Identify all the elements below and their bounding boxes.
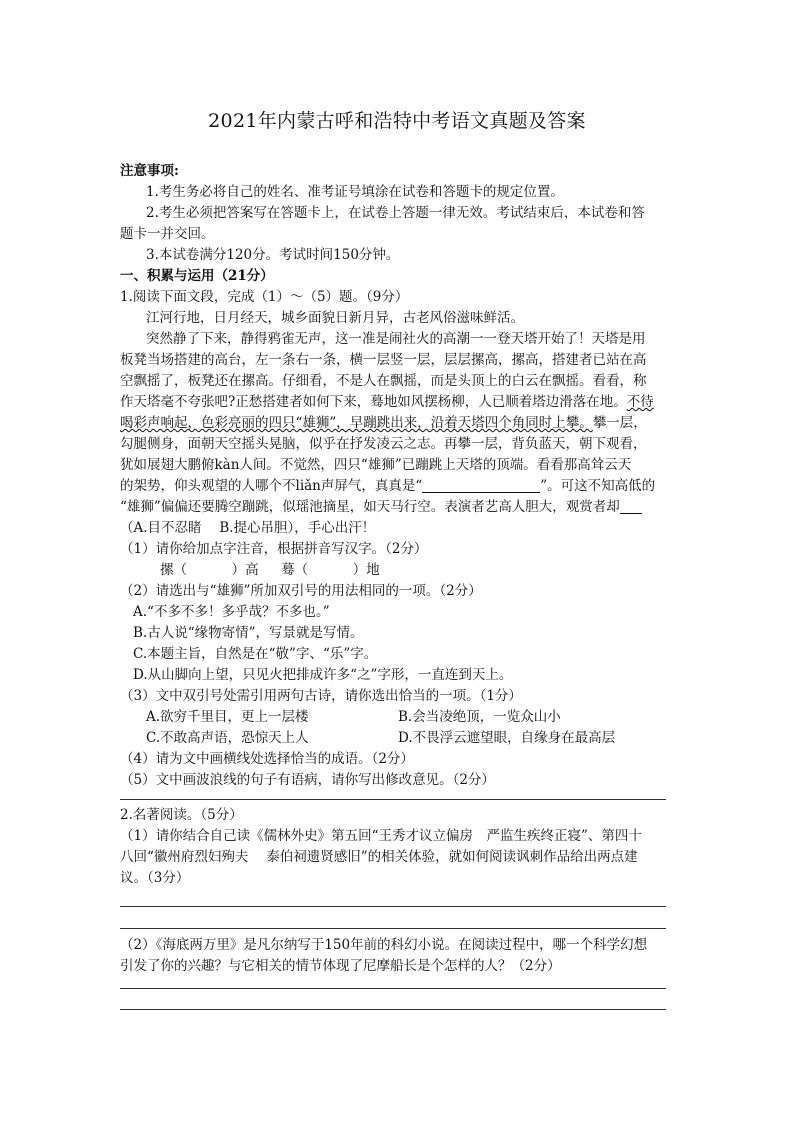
sub-question: （1）请你结合自己读《儒林外史》第五回“王秀才议立偏房 严监生疾终正寝”、第四十	[120, 828, 642, 844]
option-b: B.古人说“缘物寄情”，写景就是写情。	[133, 625, 364, 641]
answer-line[interactable]	[120, 906, 666, 907]
passage-line: 江河行地，日月经天，城乡面貌日新月异，古老风俗滋味鲜活。	[146, 310, 524, 326]
answer-line[interactable]	[120, 799, 666, 800]
sub-question: （5）文中画波浪线的句子有语病，请你写出修改意见。（2分）	[120, 772, 495, 788]
passage-text: 作天塔毫不夸张吧?正愁搭建者如何下来，蓦地如风摆杨柳，人已顺着塔边滑落在地。	[120, 394, 627, 410]
notice-heading: 注意事项:	[120, 163, 179, 179]
pinyin-fill-row	[160, 560, 380, 580]
option-c: C.本题主旨，自然是在“敬”字、“乐”字。	[133, 646, 378, 662]
fill-item: ）高	[231, 562, 259, 578]
notice-item: 2.考生必须把答案写在答题卡上，在试卷上答题一律无效。考试结束后，本试卷和答	[146, 205, 645, 221]
sub-question: （2）请选出与“雄狮”所加双引号的用法相同的一项。（2分）	[120, 583, 482, 599]
answer-blank[interactable]	[422, 478, 540, 493]
sub-question: 八回“徽州府烈妇殉夫 泰伯祠遗贤感旧”的相关体验，就如何阅读讽刺作品给出两点建	[120, 849, 638, 865]
option-d: D.从山脚向上望，只见火把排成许多“之”字形，一直连到天上。	[133, 667, 513, 683]
question-stem: 1.阅读下面文段，完成（1）～（5）题。（9分）	[120, 289, 409, 305]
sub-question: （3）文中双引号处需引用两句古诗，请你选出恰当的一项。（1分）	[120, 688, 522, 704]
option-b: B.会当凌绝顶，一览众山小	[398, 709, 561, 725]
notice-item: 题卡一并交回。	[120, 226, 215, 242]
fill-item: ）地	[352, 562, 380, 578]
passage-line: 勾腿侧身，面朝天空摇头晃脑，似乎在抒发凌云之志。再攀一层，背负蓝天，朝下观看，	[120, 436, 647, 452]
answer-line[interactable]	[120, 928, 666, 929]
wavy-underlined-sentence-start: 不待	[626, 394, 654, 410]
passage-line	[120, 392, 654, 412]
passage-line: 犹如展翅大鹏俯kàn人间。不觉然，四只“雄狮”已蹦跳上天塔的顶端。看看那高耸云天	[120, 457, 632, 473]
document-title: 2021年内蒙古呼和浩特中考语文真题及答案	[208, 110, 586, 132]
passage-line: 空飘摇了，板凳还在摞高。仔细看，不是人在飘摇，而是头顶上的白云在飘摇。看看，称	[120, 373, 647, 389]
fill-item: 蓦（	[281, 562, 309, 578]
passage-text: “雄狮”偏偏还要腾空蹦跳，似瑶池摘星，如天马行空。表演者艺高人胆大，观赏者却	[120, 499, 620, 515]
sub-question: （2）《海底两万里》是凡尔纳写于150年前的科幻小说。在阅读过程中，哪一个科学幻想	[120, 937, 648, 953]
notice-item: 3.本试卷满分120分。考试时间150分钟。	[146, 247, 400, 263]
wavy-underlined-sentence: 喝彩声响起，色彩亮丽的四只“雄狮”，早蹦跳出来，沿着天塔四个角同时上攀。	[120, 415, 593, 431]
idiom-blank[interactable]	[620, 499, 642, 514]
sub-question: 引发了你的兴趣？与它相关的情节体现了尼摩船长是个怎样的人？（2分）	[120, 958, 561, 974]
sub-question: （1）请你给加点字注音，根据拼音写汉字。（2分）	[120, 541, 428, 557]
section-heading: 一、积累与运用（21分）	[120, 268, 274, 284]
option-c: C.不敢高声语，恐惊天上人	[146, 730, 309, 746]
passage-line: 突然静了下来，静得鸦雀无声，这一准是闹社火的高潮一一登天塔开始了！天塔是用	[146, 331, 646, 347]
option-d: D.不畏浮云遮望眼，自缘身在最高层	[398, 730, 616, 746]
answer-line[interactable]	[120, 988, 666, 989]
passage-text: 的架势，仰头观望的人哪个不liǎn声屏气，真真是“	[120, 478, 423, 494]
option-a: A.“不多不多！多乎哉？不多也。”	[133, 604, 330, 620]
passage-line	[120, 476, 655, 496]
passage-line: 板凳当场搭建的高台，左一条右一条，横一层竖一层，层层摞高，摞高，搭建者已站在高	[120, 352, 647, 368]
passage-line: （A.目不忍睹 B.提心吊胆），手心出汗！	[120, 520, 376, 536]
question-stem: 2.名著阅读。（5分）	[120, 807, 243, 823]
sub-question: 议。（3分）	[120, 870, 190, 886]
passage-text: ”。可这不知高低的	[540, 478, 656, 494]
option-a: A.欲穷千里目，更上一层楼	[146, 709, 309, 725]
passage-line	[120, 413, 647, 433]
fill-item: 摞（	[160, 562, 187, 578]
passage-text: 攀一层，	[592, 415, 647, 431]
answer-line[interactable]	[120, 1009, 666, 1010]
notice-item: 1.考生务必将自己的姓名、准考证号填涂在试卷和答题卡的规定位置。	[146, 184, 564, 200]
sub-question: （4）请为文中画横线处选择恰当的成语。（2分）	[120, 751, 414, 767]
passage-line	[120, 497, 642, 517]
